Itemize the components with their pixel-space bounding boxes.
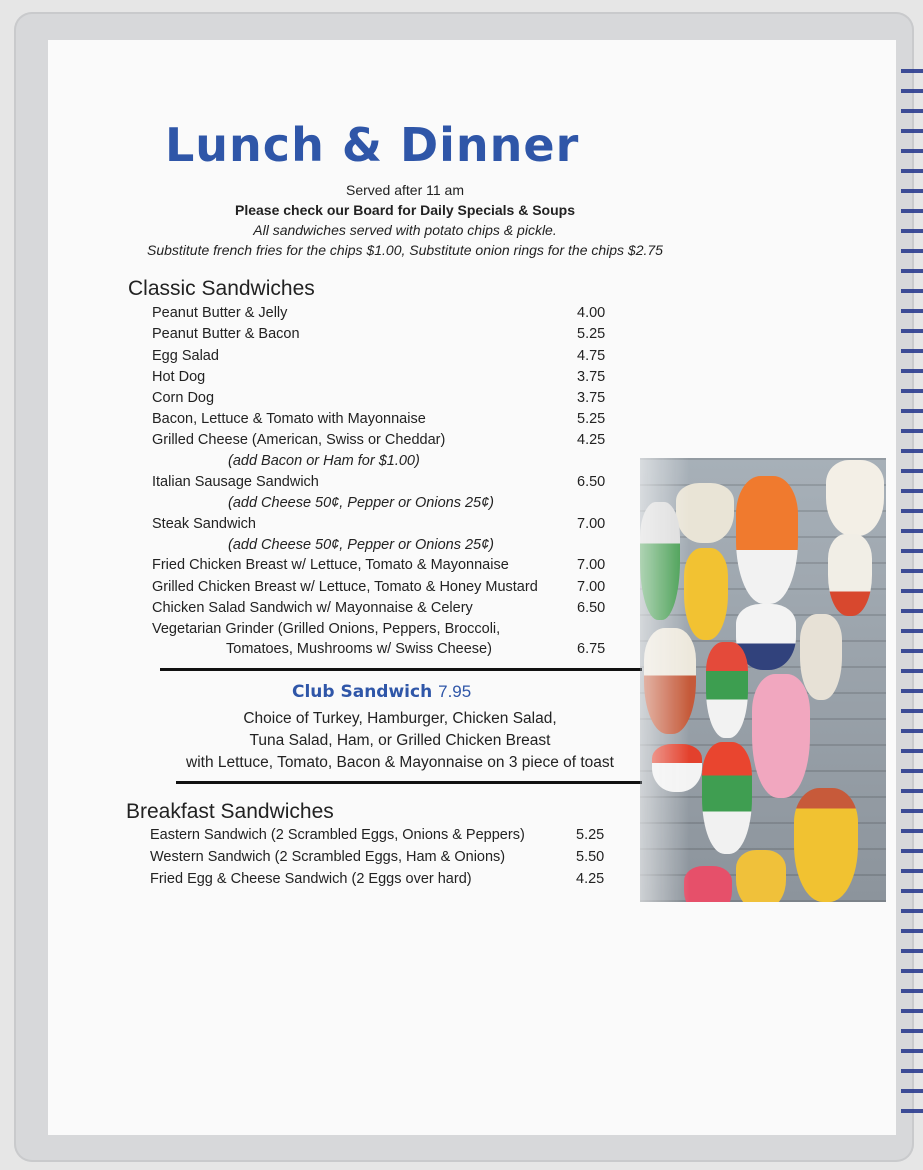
menu-item-price: 4.25 [576,871,605,887]
menu-item-price: 6.75 [577,641,606,657]
club-line: with Lettuce, Tomato, Bacon & Mayonnaise on 3 piece of toast [186,754,614,771]
menu-item: Eastern Sandwich (2 Scrambled Eggs, Onions & Peppers) [150,827,525,843]
spiral-binding [901,60,923,1120]
menu-item-note: (add Cheese 50¢, Pepper or Onions 25¢) [228,537,495,553]
menu-item-price: 5.25 [576,827,605,843]
menu-item: Hot Dog [152,369,206,385]
menu-item: Peanut Butter & Jelly [152,305,288,321]
section-title-classic: Classic Sandwiches [128,277,315,300]
menu-item-price: 7.00 [577,557,606,573]
menu-item: Steak Sandwich [152,516,256,532]
menu-item-note: (add Cheese 50¢, Pepper or Onions 25¢) [228,495,495,511]
menu-item-price: 3.75 [577,390,606,406]
menu-item-price: 5.25 [577,326,606,342]
menu-item: Fried Egg & Cheese Sandwich (2 Eggs over hard) [150,871,472,887]
menu-item-note: (add Bacon or Ham for $1.00) [228,453,420,469]
substitute-note: Substitute french fries for the chips $1.00, Substitute onion rings for the chips $2.75 [147,242,663,258]
buoy-cream [826,460,884,536]
menu-item-price: 6.50 [577,474,606,490]
buoy-tricolor [702,742,752,854]
divider-bottom [176,781,642,784]
menu-item-price: 7.00 [577,579,606,595]
menu-item-price: 5.25 [577,411,606,427]
menu-item: Fried Chicken Breast w/ Lettuce, Tomato & Mayonnaise [152,557,509,573]
divider-top [160,668,642,671]
specials-note: Please check our Board for Daily Specials & Soups [234,202,575,218]
buoy-pink [752,674,810,798]
buoy-red-small [652,744,702,792]
club-title-text: Club Sandwich [292,682,433,702]
club-price: 7.95 [438,682,472,701]
buoy-weathered [800,614,842,700]
menu-item-price: 5.50 [576,849,605,865]
club-line: Tuna Salad, Ham, or Grilled Chicken Breast [249,732,551,749]
buoy-white [676,483,734,543]
club-title [292,682,471,702]
menu-item: Grilled Chicken Breast w/ Lettuce, Tomato & Honey Mustard [152,579,538,595]
menu-item-price: 3.75 [577,369,606,385]
menu-item: Western Sandwich (2 Scrambled Eggs, Ham & Onions) [150,849,506,865]
buoy-rust [644,628,696,734]
menu-item: Grilled Cheese (American, Swiss or Cheddar) [152,432,446,448]
buoy-red-green [706,642,748,738]
menu-item-price: 7.00 [577,516,606,532]
menu-item: Italian Sausage Sandwich [152,474,319,490]
buoy-pink-bottom [684,866,732,902]
menu-item-continued: Tomatoes, Mushrooms w/ Swiss Cheese) [226,641,492,657]
buoy-green [640,502,680,620]
menu-item: Peanut Butter & Bacon [152,326,300,342]
served-time: Served after 11 am [345,182,465,198]
menu-item: Egg Salad [152,348,219,364]
buoy-orange-white [736,476,798,604]
section-title-breakfast: Breakfast Sandwiches [126,800,334,823]
buoy-yellow [684,548,728,640]
menu-item-price: 4.25 [577,432,606,448]
menu-item-price: 6.50 [577,600,606,616]
buoy-yellow-bottom [736,850,786,902]
page-title: Lunch & Dinner [165,118,580,172]
menu-item-price: 4.00 [577,305,606,321]
buoys-photo [640,458,886,902]
buoy-striped [828,534,872,616]
menu-item: Vegetarian Grinder (Grilled Onions, Peppers, Broccoli, [152,621,501,637]
menu-item-price: 4.75 [577,348,606,364]
intro-block [120,180,690,260]
sides-note: All sandwiches served with potato chips & pickle. [253,222,557,238]
buoy-yellow-large [794,788,858,902]
menu-item: Chicken Salad Sandwich w/ Mayonnaise & Celery [152,600,473,616]
menu-item: Corn Dog [152,390,215,406]
club-description [170,708,630,774]
club-line: Choice of Turkey, Hamburger, Chicken Salad, [243,710,557,727]
menu-item: Bacon, Lettuce & Tomato with Mayonnaise [152,411,426,427]
